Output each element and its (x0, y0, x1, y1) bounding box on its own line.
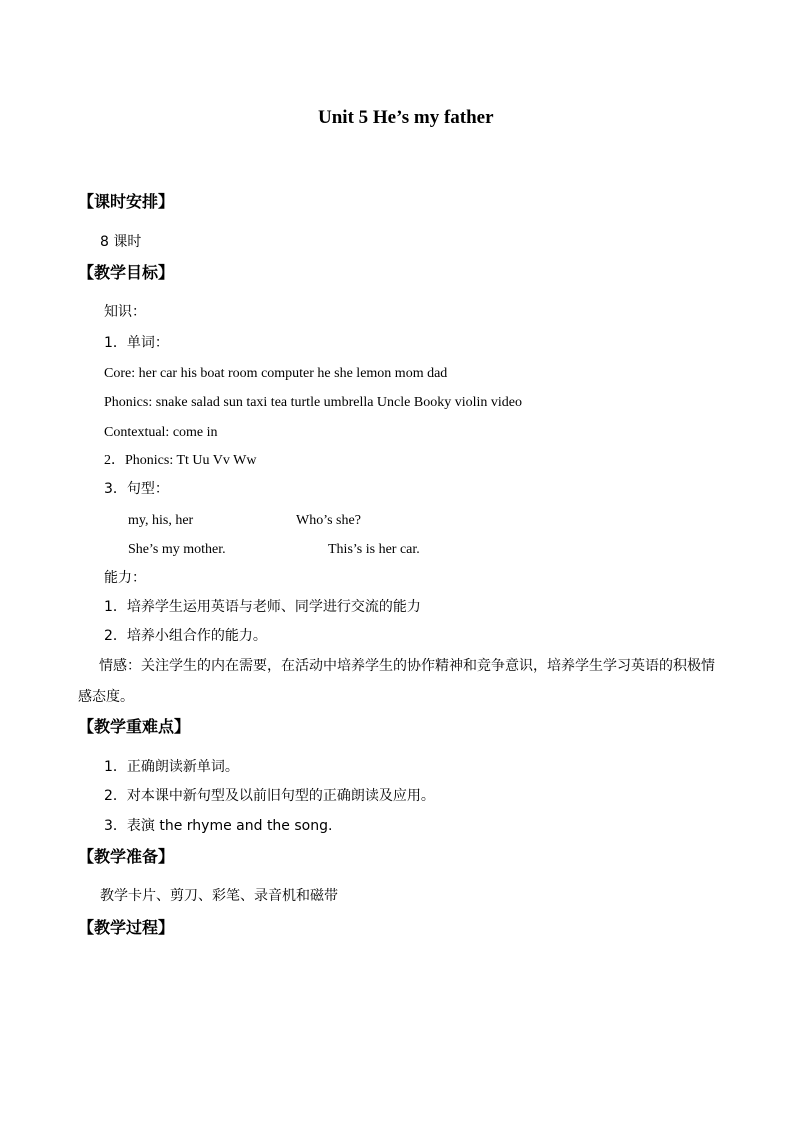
key-point-2: 2．对本课中新句型及以前旧句型的正确朗读及应用。 (104, 788, 435, 804)
document-title: Unit 5 He’s my father (318, 107, 494, 128)
heading-key-points: 【教学重难点】 (78, 717, 191, 736)
ability-item-2: 2．培养小组合作的能力。 (104, 628, 267, 644)
sentence-1b: Who’s she? (296, 513, 361, 528)
sentence-label: 3．句型： (104, 481, 169, 497)
key-point-1: 1．正确朗读新单词。 (104, 759, 239, 775)
key-point-3: 3．表演 the rhyme and the song. (104, 818, 333, 834)
heading-goals: 【教学目标】 (78, 263, 175, 282)
sentence-2b: This’s is her car. (328, 542, 420, 557)
heading-preparation: 【教学准备】 (78, 847, 175, 866)
knowledge-label: 知识： (104, 304, 146, 320)
emotion-paragraph: 情感：关注学生的内在需要，在活动中培养学生的协作精神和竞争意识，培养学生学习英语的积极情感态度。 (78, 658, 715, 705)
preparation-content: 教学卡片、剪刀、彩笔、录音机和磁带 (100, 888, 338, 904)
heading-schedule: 【课时安排】 (78, 192, 175, 211)
ability-label: 能力： (104, 570, 146, 586)
words-label: 1．单词： (104, 335, 169, 351)
phonics-letters: 2．Phonics: Tt Uu Vv Ww (104, 453, 257, 468)
ability-item-1: 1．培养学生运用英语与老师、同学进行交流的能力 (104, 599, 421, 615)
sentence-1a: my, his, her (128, 513, 194, 528)
contextual-words: Contextual: come in (104, 425, 218, 440)
heading-process: 【教学过程】 (78, 918, 175, 937)
core-words: Core: her car his boat room computer he she lemon mom dad (104, 366, 448, 381)
phonics-words: Phonics: snake salad sun taxi tea turtle umbrella Uncle Booky violin video (104, 395, 522, 410)
schedule-content: 8 课时 (100, 234, 142, 250)
sentence-2a: She’s my mother. (128, 542, 226, 557)
